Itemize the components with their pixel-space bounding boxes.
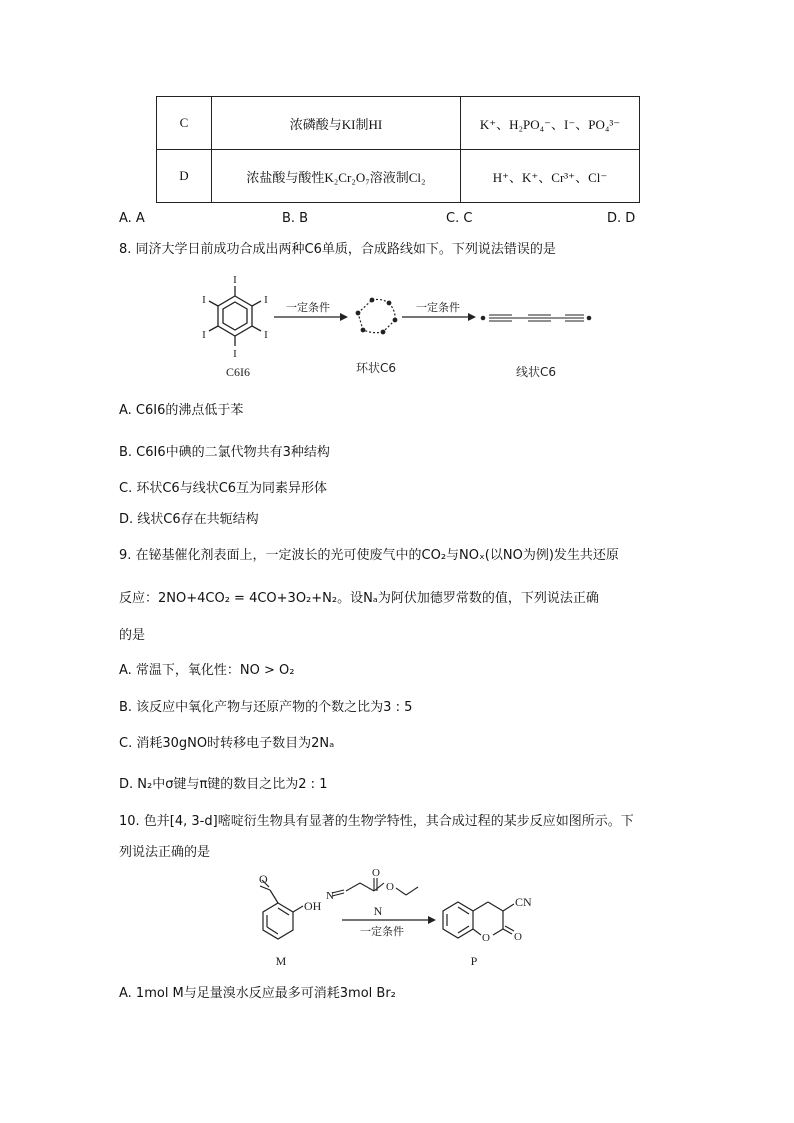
question-10-line-2: 列说法正确的是 (119, 845, 211, 860)
svg-text:I: I (202, 329, 206, 341)
benzene-ring (209, 286, 261, 346)
question-9-line-2: 反应：2NO+4CO₂ = 4CO+3O₂+N₂。设Nₐ为阿伏加德罗常数的值，下列说法正确 (119, 591, 599, 606)
label-ring-c6: 环状C6 (355, 361, 397, 375)
row-ions: H⁺、K⁺、Cr³⁺、Cl⁻ (461, 150, 640, 203)
molecule-p (443, 902, 514, 938)
question-9-line-1: 9. 在铋基催化剂表面上，一定波长的光可使废气中的CO₂与NOₓ(以NO为例)发生共还原 (119, 548, 619, 563)
q8-option-b[interactable]: B. C6I6中碘的二氯代物共有3种结构 (119, 445, 330, 460)
question-10-line-1: 10. 色并[4, 3-d]嘧啶衍生物具有显著的生物学特性，其合成过程的某步反应如图所示。下 (119, 814, 634, 829)
ring-c6-structure (356, 298, 397, 334)
q9-option-b[interactable]: B. 该反应中氧化产物与还原产物的个数之比为3 : 5 (119, 700, 413, 715)
reagent-carbonyl-o: O (372, 868, 380, 879)
p-ring-o: O (482, 932, 490, 944)
svg-text:I: I (233, 274, 237, 286)
answer-choice-c[interactable]: C. C (446, 211, 473, 226)
m-hydroxyl: OH (304, 899, 322, 913)
p-carbonyl-o: O (514, 931, 522, 943)
molecule-m (260, 880, 303, 939)
label-m: M (275, 954, 287, 968)
label-c6i6: C6I6 (226, 365, 250, 379)
reaction-condition: 一定条件 (360, 925, 404, 938)
reagent-n-atom: N (326, 890, 334, 902)
svg-text:I: I (264, 294, 268, 306)
row-ions: K⁺、H₂PO₄⁻、I⁻、PO₄³⁻ (461, 97, 640, 150)
svg-text:I: I (264, 329, 268, 341)
label-p: P (470, 954, 478, 968)
arrow-2-head (468, 313, 476, 321)
answer-choice-d[interactable]: D. D (607, 211, 636, 226)
table-row (157, 150, 640, 203)
p-nitrile: CN (515, 895, 532, 909)
answer-choice-b[interactable]: B. B (282, 211, 309, 226)
q8-option-a[interactable]: A. C6I6的沸点低于苯 (119, 403, 244, 418)
svg-text:I: I (233, 348, 237, 360)
row-letter: D (157, 150, 212, 203)
row-method: 浓盐酸与酸性K₂Cr₂O₇溶液制Cl₂ (212, 150, 461, 203)
options-table (156, 96, 640, 203)
arrow-1-head (340, 313, 348, 321)
c6-synthesis-scheme (190, 270, 610, 385)
linear-c6-structure (481, 315, 591, 321)
row-method: 浓磷酸与KI制HI (212, 97, 461, 150)
q10-reaction-scheme (248, 868, 558, 973)
reaction-arrow-head (428, 916, 436, 924)
q8-option-c[interactable]: C. 环状C6与线状C6互为同素异形体 (119, 481, 328, 496)
svg-text:I: I (202, 294, 206, 306)
arrow-2-condition: 一定条件 (416, 301, 460, 314)
arrow-1-condition: 一定条件 (286, 301, 330, 314)
label-linear-c6: 线状C6 (515, 365, 557, 379)
q9-option-d[interactable]: D. N₂中σ键与π键的数目之比为2 : 1 (119, 777, 328, 792)
reagent-ester-o: O (386, 881, 394, 893)
table-row (157, 97, 640, 150)
answer-choice-a[interactable]: A. A (119, 211, 145, 226)
reagent-label-n: N (373, 904, 383, 918)
q10-option-a[interactable]: A. 1mol M与足量溴水反应最多可消耗3mol Br₂ (119, 986, 396, 1001)
q8-option-d[interactable]: D. 线状C6存在共轭结构 (119, 512, 259, 527)
q9-option-a[interactable]: A. 常温下，氧化性：NO > O₂ (119, 663, 295, 678)
reagent-structure (332, 878, 418, 896)
question-8-stem: 8. 同济大学日前成功合成出两种C6单质，合成路线如下。下列说法错误的是 (119, 242, 556, 257)
row-letter: C (157, 97, 212, 150)
question-9-line-3: 的是 (119, 628, 146, 643)
q9-option-c[interactable]: C. 消耗30gNO时转移电子数目为2Nₐ (119, 736, 335, 751)
m-aldehyde-o: O (259, 872, 268, 886)
